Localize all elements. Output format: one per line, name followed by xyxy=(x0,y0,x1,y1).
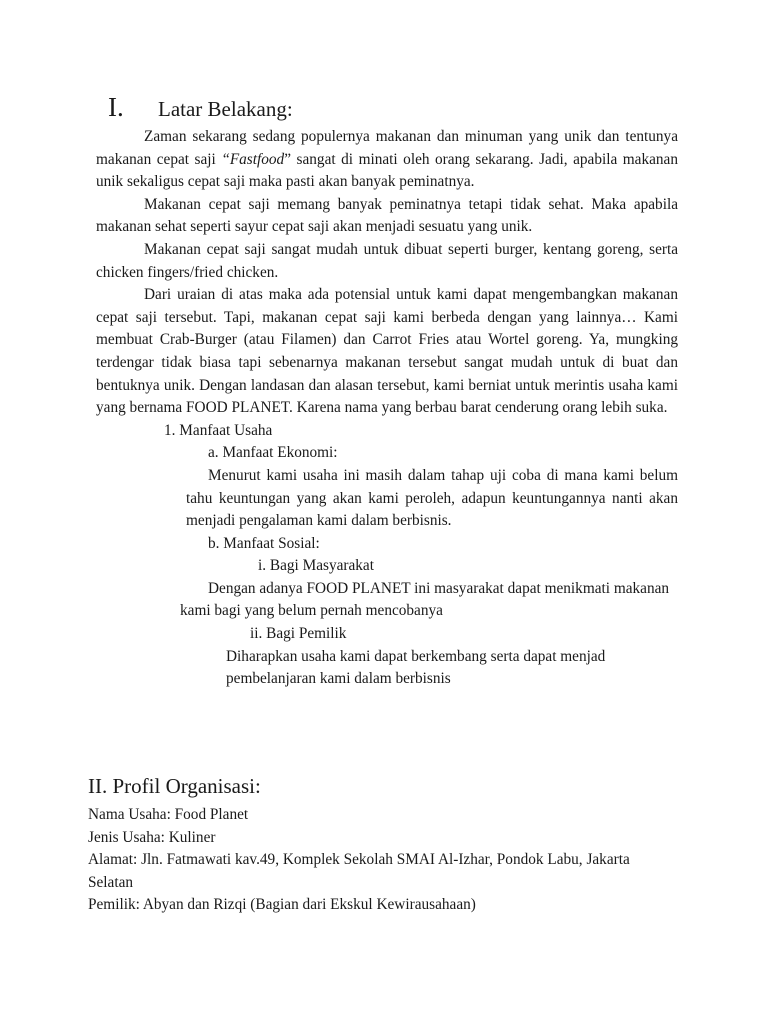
list-item-ii: ii. Bagi Pemilik xyxy=(250,625,347,643)
organization-profile xyxy=(88,804,678,917)
paragraph-1-part-b: ” sangat di minati oleh orang sekarang. Jadi, apabila makanan unik sekaligus cepat saji maka pasti akan banyak peminatnya. xyxy=(96,150,678,191)
section-2-title: II. Profil Organisasi: xyxy=(88,774,261,798)
section-1-title: Latar Belakang: xyxy=(158,97,293,121)
paragraph-2: Makanan cepat saji memang banyak peminatnya tetapi tidak sehat. Maka apabila makanan sehat seperti sayur cepat saji akan menjadi sesuatu yang unik. xyxy=(96,195,678,236)
list-item-a-text: Menurut kami usaha ini masih dalam tahap uji coba di mana kami belum tahu keuntungan yang akan kami peroleh, adapun keuntungannya nanti akan menjadi pengalaman kami dalam berbisnis. xyxy=(186,466,678,530)
section-1-number: I. xyxy=(108,92,124,122)
profile-business-name: Nama Usaha: Food Planet xyxy=(88,806,249,823)
section-1-heading xyxy=(108,92,293,123)
section-1-body xyxy=(96,126,678,691)
list-item-i: i. Bagi Masyarakat xyxy=(258,557,374,575)
profile-address: Alamat: Jln. Fatmawati kav.49, Komplek Sekolah SMAI Al-Izhar, Pondok Labu, Jakarta Selatan xyxy=(88,851,630,891)
paragraph-1-italic: “Fastfood xyxy=(221,150,285,168)
paragraph-4: Dari uraian di atas maka ada potensial untuk kami dapat mengembangkan makanan cepat saji tersebut. Tapi, makanan cepat saji kami berbeda dengan yang lainnya… Kami membuat Crab-Burger (atau Filamen) dan Carrot Fries atau Wortel goreng. Ya, mungking terdengar tidak biasa tapi sebenarnya makanan tersebut sangat mudah untuk di buat dan bentuknya unik. Dengan landasan dan alasan tersebut, kami berniat untuk merintis usaha kami yang bernama FOOD PLANET. Karena nama yang berbau barat cenderung orang lebih suka. xyxy=(96,286,678,417)
list-item-i-text: Dengan adanya FOOD PLANET ini masyarakat dapat menikmati makanan kami bagi yang belum pernah mencobanya xyxy=(180,579,670,620)
paragraph-3: Makanan cepat saji sangat mudah untuk dibuat seperti burger, kentang goreng, serta chicken fingers/fried chicken. xyxy=(96,240,678,281)
list-item-1: 1. Manfaat Usaha xyxy=(164,421,273,439)
list-item-a: a. Manfaat Ekonomi: xyxy=(208,444,338,462)
profile-owner: Pemilik: Abyan dan Rizqi (Bagian dari Ekskul Kewirausahaan) xyxy=(88,896,476,914)
list-item-b: b. Manfaat Sosial: xyxy=(208,534,320,552)
paragraph-1-part-a: Zaman sekarang sedang populernya makanan dan minuman yang unik dan tentunya makanan cepat saji xyxy=(96,128,678,168)
paragraph-1 xyxy=(96,126,678,194)
profile-business-type: Jenis Usaha: Kuliner xyxy=(88,828,216,846)
list-item-ii-text: Diharapkan usaha kami dapat berkembang serta dapat menjad pembelanjaran kami dalam berbisnis xyxy=(226,647,606,688)
